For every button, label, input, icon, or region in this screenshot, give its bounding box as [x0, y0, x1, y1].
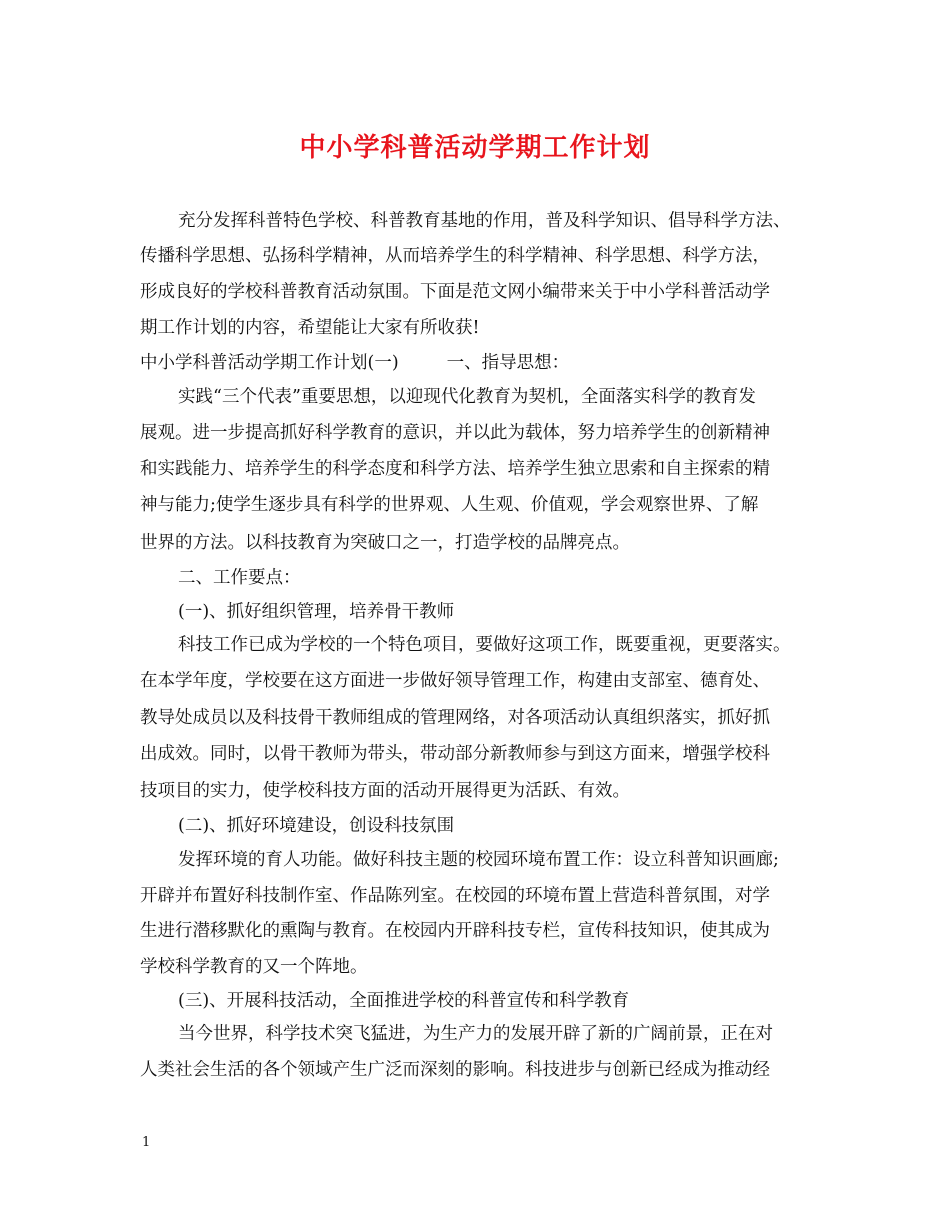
text-line: 科技工作已成为学校的一个特色项目，要做好这项工作，既要重视，更要落实。	[178, 635, 791, 655]
text-line: 学校科学教育的又一个阵地。	[140, 957, 368, 977]
text-line: 充分发挥科普特色学校、科普教育基地的作用，普及科学知识、倡导科学方法、	[178, 211, 791, 231]
subsection-heading: (二)、抓好环境建设，创设科技氛围	[178, 816, 455, 836]
text-line: 发挥环境的育人功能。做好科技主题的校园环境布置工作：设立科普知识画廊;	[178, 850, 779, 870]
text-line: 出成效。同时，以骨干教师为带头，带动部分新教师参与到这方面来，增强学校科	[140, 744, 770, 764]
text-line: 传播科学思想、弘扬科学精神，从而培养学生的科学精神、科学思想、科学方法，	[140, 246, 770, 266]
section-heading: 二、工作要点：	[178, 568, 301, 588]
section-heading-line	[140, 351, 569, 375]
text-line: 神与能力;使学生逐步具有科学的世界观、人生观、价值观，学会观察世界、了解	[140, 495, 759, 515]
text-line: 形成良好的学校科普教育活动氛围。下面是范文网小编带来关于中小学科普活动学	[140, 282, 770, 302]
document-title: 中小学科普活动学期工作计划	[299, 133, 651, 163]
text-line: 实践“三个代表”重要思想，以迎现代化教育为契机，全面落实科学的教育发	[178, 387, 756, 407]
text-line: 开辟并布置好科技制作室、作品陈列室。在校园的环境布置上营造科普氛围，对学	[140, 886, 770, 906]
text-line: 生进行潜移默化的熏陶与教育。在校园内开辟科技专栏，宣传科技知识，使其成为	[140, 921, 770, 941]
text-line: 当今世界，科学技术突飞猛进，为生产力的发展开辟了新的广阔前景，正在对	[178, 1024, 773, 1044]
text-line: 教导处成员以及科技骨干教师组成的管理网络，对各项活动认真组织落实，抓好抓	[140, 708, 770, 728]
guiding-heading: 一、指导思想：	[446, 353, 570, 373]
text-line: 在本学年度，学校要在这方面进一步做好领导管理工作，构建由支部室、德育处、	[140, 671, 770, 691]
text-line: 人类社会生活的各个领域产生广泛而深刻的影响。科技进步与创新已经成为推动经	[140, 1060, 770, 1080]
text-line: 期工作计划的内容，希望能让大家有所收获!	[140, 318, 480, 338]
text-line: 展观。进一步提高抓好科学教育的意识，并以此为载体，努力培养学生的创新精神	[140, 423, 770, 443]
text-line: 世界的方法。以科技教育为突破口之一，打造学校的品牌亮点。	[140, 533, 630, 553]
subsection-heading: (三)、开展科技活动，全面推进学校的科普宣传和科学教育	[178, 991, 630, 1011]
subsection-heading: (一)、抓好组织管理，培养骨干教师	[178, 602, 455, 622]
text-line: 和实践能力、培养学生的科学态度和科学方法、培养学生独立思索和自主探索的精	[140, 459, 770, 479]
plan-subtitle: 中小学科普活动学期工作计划(一)	[140, 353, 399, 373]
text-line: 技项目的实力，使学校科技方面的活动开展得更为活跃、有效。	[140, 781, 630, 801]
page-number: 1	[142, 1135, 151, 1150]
